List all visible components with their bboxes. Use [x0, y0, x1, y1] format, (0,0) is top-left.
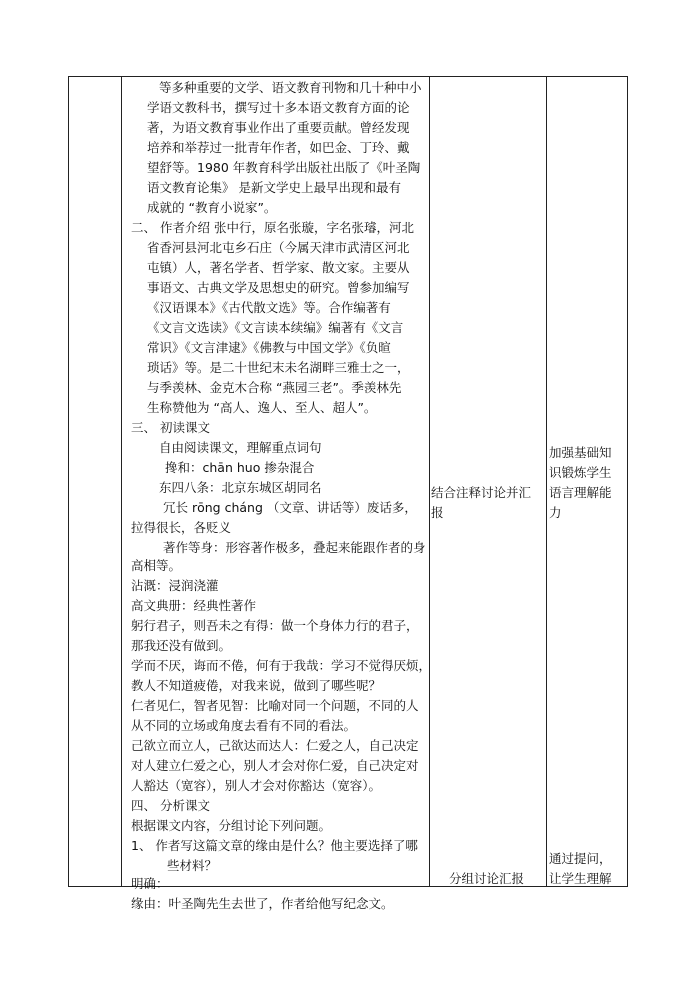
content-line: 《文言文选读》《文言读本续编》编著有《文言 [147, 320, 404, 335]
purpose-text-line: 识锻炼学生 [549, 465, 612, 480]
content-line: 三、 初读课文 [131, 420, 210, 435]
content-line: 高文典册：经典性著作 [131, 598, 257, 613]
content-line: 四、 分析课文 [131, 798, 210, 813]
content-line: 等多种重要的文学、语文教育刊物和几十种中小 [159, 80, 422, 95]
content-line: 躬行君子，则吾未之有得：做一个身体力行的君子， [131, 618, 419, 633]
content-line: 东四八条：北京东城区胡同名 [159, 480, 322, 495]
content-line: 屯镇）人，著名学者、哲学家、散文家。主要从 [147, 260, 410, 275]
content-line: 学而不厌，诲而不倦，何有于我哉：学习不觉得厌烦， [131, 658, 432, 673]
content-line: 高相等。 [131, 558, 182, 573]
content-line: 《汉语课本》《古代散文选》等。合作编著有 [147, 300, 391, 315]
content-line: 省香河县河北屯乡石庄（今属天津市武清区河北 [147, 240, 410, 255]
content-line: 语文教育论集》 是新文学史上最早出现和最有 [147, 180, 401, 195]
content-line: 那我还没有做到。 [131, 638, 232, 653]
content-line: 与季羡林、金克木合称 “燕园三老”。季羡林先 [147, 380, 402, 395]
content-line: 人豁达（宽容），别人才会对你豁达（宽容）。 [131, 778, 382, 793]
purpose-text-line: 力 [549, 505, 562, 520]
content-line: 自由阅读课文，理解重点词句 [159, 440, 322, 455]
content-line: 沾溉：浸润浇灌 [131, 578, 219, 593]
purpose-text-line: 语言理解能 [549, 485, 612, 500]
column-divider-3 [546, 77, 547, 886]
content-line: 著，为语文教育事业作出了重要贡献。曾经发现 [147, 120, 410, 135]
lesson-plan-table [68, 76, 628, 911]
content-line: 成就的 “教育小说家”。 [147, 200, 277, 215]
content-line: 从不同的立场或角度去看有不同的看法。 [131, 718, 357, 733]
content-line: 拉得很长，各贬义 [131, 520, 232, 535]
content-line: 生称赞他为 “高人、逸人、至人、超人”。 [147, 400, 377, 415]
column-divider-1 [121, 77, 122, 886]
activity-cell-2 [449, 869, 565, 889]
purpose-cell-1 [549, 443, 627, 523]
purpose-text-line: 通过提问， [549, 851, 612, 866]
content-line: 些材料？ [167, 858, 218, 873]
content-line: 1、 作者写这篇文章的缘由是什么？他主要选择了哪 [131, 838, 418, 853]
activity-text-line: 报 [431, 505, 444, 520]
content-line: 学语文教科书，撰写过十多本语文教育方面的论 [147, 100, 410, 115]
content-line: 事语文、古典文学及思想史的研究。曾参加编写 [147, 280, 410, 295]
content-line: 二、 作者介绍 张中行，原名张璇，字名张璿，河北 [131, 220, 414, 235]
purpose-text-line: 加强基础知 [549, 445, 612, 460]
content-line: 明确： [131, 876, 169, 891]
content-line: 己欲立而立人，己欲达而达人：仁爱之人，自己决定 [131, 738, 419, 753]
purpose-cell-2 [549, 849, 627, 889]
content-line: 冗长 rōng cháng （文章、讲话等）废话多， [163, 500, 417, 515]
purpose-text-line: 让学生理解 [549, 871, 612, 886]
content-line: 对人建立仁爱之心，别人才会对你仁爱，自己决定对 [131, 758, 419, 773]
activity-cell-1 [431, 483, 547, 523]
content-line: 根据课文内容，分组讨论下列问题。 [131, 818, 332, 833]
activity-text-line: 结合注释讨论并汇 [431, 485, 532, 500]
content-line: 著作等身：形容著作极多，叠起来能跟作者的身 [163, 540, 426, 555]
content-line: 仁者见仁，智者见智：比喻对同一个问题，不同的人 [131, 698, 419, 713]
content-line: 搀和：chān huo 掺杂混合 [165, 460, 315, 475]
content-line: 常识》《文言津逮》《佛教与中国文学》《负暄 [147, 340, 391, 355]
column-divider-2 [429, 77, 430, 886]
activity-text-line: 分组讨论汇报 [449, 871, 525, 886]
content-line: 琐话》等。是二十世纪末未名湖畔三雅士之一， [147, 360, 410, 375]
content-line: 望舒等。1980 年教育科学出版社出版了《叶圣陶 [147, 160, 421, 175]
content-line: 教人不知道疲倦，对我来说，做到了哪些呢？ [131, 678, 382, 693]
content-line: 缘由：叶圣陶先生去世了，作者给他写纪念文。 [131, 896, 394, 911]
content-line: 培养和举荐过一批青年作者，如巴金、丁玲、戴 [147, 140, 410, 155]
